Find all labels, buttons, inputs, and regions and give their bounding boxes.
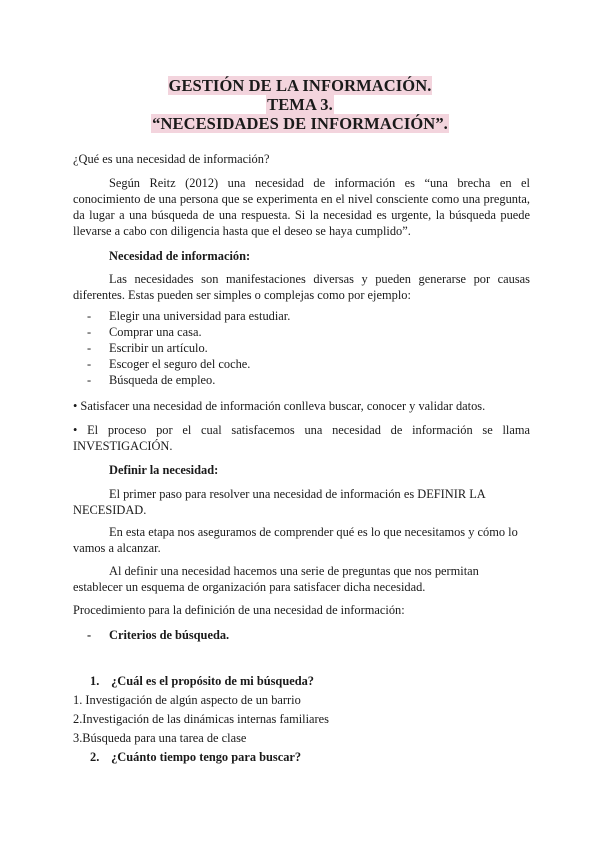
section2-paragraph-3: Al definir una necesidad hacemos una serie de preguntas que nos permitan establecer un esquema de organización para satisfacer dicha necesidad. [73, 564, 479, 594]
examples-list [87, 308, 527, 388]
list-item [87, 308, 527, 324]
section2-paragraph-2: En esta etapa nos aseguramos de comprender qué es lo que necesitamos y cómo lo vamos a alcanzar. [73, 525, 518, 555]
section2-paragraph-1: El primer paso para resolver una necesidad de información es DEFINIR LA NECESIDAD. [73, 487, 486, 517]
title-line-1: GESTIÓN DE LA INFORMACIÓN. [168, 76, 432, 95]
question-number: 1. [90, 674, 100, 688]
list-item-text: Escoger el seguro del coche. [109, 357, 251, 371]
title-line-2: TEMA 3. [267, 95, 333, 114]
list-item-text: Escribir un artículo. [109, 341, 208, 355]
list-item-text: Criterios de búsqueda. [109, 628, 230, 642]
list-item-text: Comprar una casa. [109, 325, 202, 339]
list-item-text: Elegir una universidad para estudiar. [109, 309, 291, 323]
list-item [87, 340, 527, 356]
title-line-3: “NECESIDADES DE INFORMACIÓN”. [152, 114, 448, 133]
question-line: ¿Qué es una necesidad de información? [73, 152, 270, 166]
bullet-proceso: • El proceso por el cual satisfacemos una necesidad de información se llama INVESTIGACIÓN. [73, 423, 530, 453]
dash-marker: - [87, 325, 92, 339]
document-title [0, 76, 600, 133]
answer-1: 1. Investigación de algún aspecto de un barrio [73, 693, 301, 707]
criteria-list [87, 627, 527, 643]
dash-marker: - [87, 341, 92, 355]
list-item [87, 372, 527, 388]
question-2 [90, 749, 301, 765]
bullet-satisfacer: • Satisfacer una necesidad de información conlleva buscar, conocer y validar datos. [73, 399, 486, 413]
section-heading-definir: Definir la necesidad: [109, 463, 219, 477]
answer-3: 3.Búsqueda para una tarea de clase [73, 731, 247, 745]
question-1 [90, 673, 314, 689]
procedure-line: Procedimiento para la definición de una necesidad de información: [73, 603, 405, 617]
list-item [87, 324, 527, 340]
question-text: ¿Cuál es el propósito de mi búsqueda? [111, 674, 314, 688]
list-item [87, 356, 527, 372]
dash-marker: - [87, 357, 92, 371]
dash-marker: - [87, 373, 92, 387]
dash-marker: - [87, 309, 92, 323]
dash-marker: - [87, 628, 92, 642]
reitz-paragraph: Según Reitz (2012) una necesidad de información es “una brecha en el conocimiento de una persona que se experimenta en el nivel consciente como una pregunta, da lugar a una búsqueda de una respuesta. Si la necesidad es urgente, la búsqueda puede llevarse a cabo con diligencia hasta que el deseo se haya cumplido”. [73, 176, 530, 238]
section-heading-necesidad: Necesidad de información: [109, 249, 251, 263]
list-item [87, 627, 527, 643]
answer-2: 2.Investigación de las dinámicas internas familiares [73, 712, 329, 726]
question-text: ¿Cuánto tiempo tengo para buscar? [111, 750, 302, 764]
section1-paragraph: Las necesidades son manifestaciones diversas y pueden generarse por causas diferentes. Estas pueden ser simples o complejas como por ejemplo: [73, 272, 530, 302]
list-item-text: Búsqueda de empleo. [109, 373, 216, 387]
question-number: 2. [90, 750, 100, 764]
